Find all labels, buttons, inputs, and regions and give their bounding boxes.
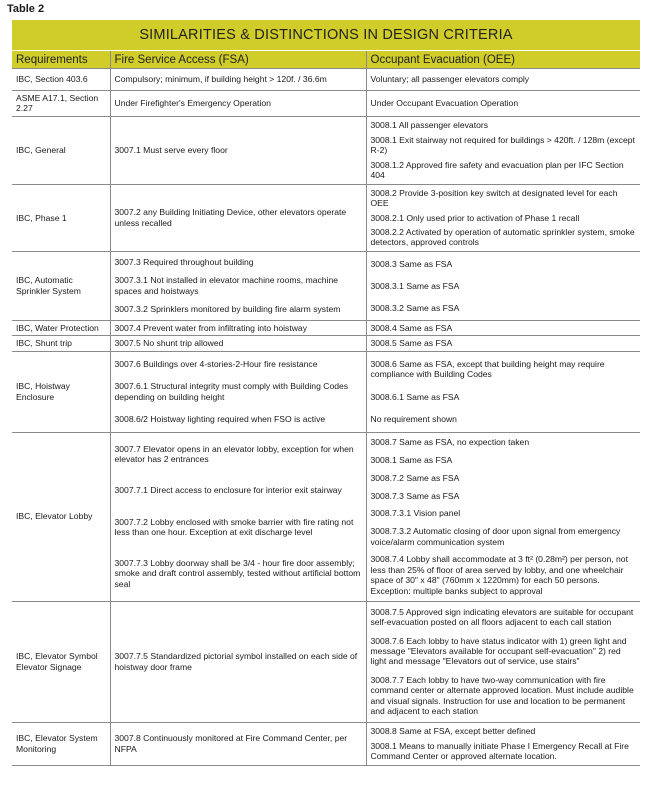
oee-item: 3008.7 Same as FSA, no expection taken	[370, 437, 530, 448]
table-label: Table 2	[7, 3, 45, 15]
requirement-cell: IBC, Elevator Symbol Elevator Signage	[12, 601, 110, 722]
oee-cell: 3008.5 Same as FSA	[366, 336, 640, 351]
requirement-cell: IBC, Elevator System Monitoring	[12, 722, 110, 765]
oee-item: 3008.2.2 Activated by operation of automatic sprinkler system, smoke detectors, approved controls	[370, 226, 635, 248]
oee-item: 3008.1 Means to manually initiate Phase I Emergency Recall at Fire Command Center or approved alternate location.	[370, 740, 629, 762]
fsa-cell: 3007.8 Continuously monitored at Fire Command Center, per NFPA	[110, 722, 366, 765]
oee-item: 3008.1 Same as FSA	[370, 455, 453, 466]
table-row	[12, 320, 640, 335]
requirement-cell: ASME A17.1, Section 2.27	[12, 91, 110, 117]
fsa-cell: 3007.1 Must serve every floor	[110, 116, 366, 184]
oee-cell	[366, 351, 640, 432]
table-row	[12, 116, 640, 184]
oee-item: 3008.1 Exit stairway not required for buildings > 420ft. / 128m (except R-2)	[370, 134, 635, 156]
oee-item: 3008.6.1 Same as FSA	[370, 391, 460, 402]
oee-item: 3008.1.2 Approved fire safety and evacuation plan per IFC Section 404	[370, 159, 624, 181]
fsa-item: 3007.7.3 Lobby doorway shall be 3/4 - hour fire door assembly; smoke and draft control assembly, tested without artificial bottom seal	[114, 558, 361, 589]
fsa-cell: 3007.4 Prevent water from infiltrating into hoistway	[110, 320, 366, 335]
table-row	[12, 251, 640, 320]
fsa-cell: 3007.7.5 Standardized pictorial symbol installed on each side of hoistway door frame	[110, 601, 366, 722]
oee-cell	[366, 601, 640, 722]
table-row	[12, 91, 640, 117]
oee-item: 3008.3.2 Same as FSA	[370, 302, 460, 313]
table-row	[12, 336, 640, 351]
oee-cell	[366, 432, 640, 601]
oee-cell	[366, 251, 640, 320]
requirement-cell: IBC, Elevator Lobby	[12, 432, 110, 601]
requirement-cell: IBC, Phase 1	[12, 184, 110, 251]
oee-cell: Under Occupant Evacuation Operation	[366, 91, 640, 117]
oee-item: 3008.7.5 Approved sign indicating elevators are suitable for occupant self-evacuation posted on all floors adjacent to each call station	[370, 606, 634, 628]
oee-item: 3008.7.7 Each lobby to have two-way communication with fire command center or alternate approved location. Must include audible and visual signals. Instruction for use and location to be permanent and adjacent to each station	[370, 674, 634, 717]
fsa-cell	[110, 251, 366, 320]
oee-item: 3008.2.1 Only used prior to activation of Phase 1 recall	[370, 212, 580, 223]
oee-item: 3008.3.1 Same as FSA	[370, 280, 460, 291]
table-row	[12, 601, 640, 722]
oee-item: 3008.7.3.1 Vision panel	[370, 508, 461, 519]
oee-item: 3008.7.2 Same as FSA	[370, 472, 460, 483]
requirement-cell: IBC, Shunt trip	[12, 336, 110, 351]
fsa-cell: 3007.2 any Building Initiating Device, other elevators operate unless recalled	[110, 184, 366, 251]
fsa-item: 3007.6.1 Structural integrity must comply with Building Codes depending on building height	[114, 381, 349, 402]
oee-item: 3008.2 Provide 3-position key switch at designated level for each OEE	[370, 187, 618, 209]
fsa-item: 3007.7 Elevator opens in an elevator lobby, exception for when elevator has 2 entrances	[114, 443, 354, 465]
oee-cell: 3008.4 Same as FSA	[366, 320, 640, 335]
header-fsa: Fire Service Access (FSA)	[110, 51, 366, 69]
fsa-cell	[110, 351, 366, 432]
requirement-cell: IBC, Water Protection	[12, 320, 110, 335]
fsa-cell: Compulsory; minimum, if building height > 120f. / 36.6m	[110, 69, 366, 91]
table-row	[12, 432, 640, 601]
fsa-item: 3007.6 Buildings over 4-stories-2-Hour fire resistance	[114, 358, 318, 369]
oee-item: 3008.3 Same as FSA	[370, 258, 453, 269]
fsa-cell: 3007.5 No shunt trip allowed	[110, 336, 366, 351]
requirement-cell: IBC, Hoistway Enclosure	[12, 351, 110, 432]
table-row	[12, 722, 640, 765]
oee-item: 3008.1 All passenger elevators	[370, 119, 489, 130]
fsa-item: 3007.7.2 Lobby enclosed with smoke barrier with fire rating not less than one hour. Exception at exit discharge level	[114, 516, 354, 537]
fsa-item: 3008.6/2 Hoistway lighting required when FSO is active	[114, 414, 326, 425]
requirement-cell: IBC, Section 403.6	[12, 69, 110, 91]
requirement-cell: IBC, General	[12, 116, 110, 184]
oee-item: 3008.8 Same at FSA, except better defined	[370, 725, 536, 736]
oee-item: No requirement shown	[370, 414, 457, 425]
header-row	[12, 51, 640, 69]
oee-item: 3008.7.3.2 Automatic closing of door upon signal from emergency voice/alarm communication system	[370, 526, 621, 547]
header-requirements: Requirements	[12, 51, 110, 69]
table-row	[12, 351, 640, 432]
table-row	[12, 69, 640, 91]
oee-item: 3008.7.6 Each lobby to have status indicator with 1) green light and message "Elevators available for occupant self-evacuation" 2) red light and message "Elevators out of service, use stairs"	[370, 635, 627, 667]
fsa-item: 3007.3 Required throughout building	[114, 256, 254, 267]
oee-item: 3008.7.3 Same as FSA	[370, 490, 460, 501]
oee-cell	[366, 184, 640, 251]
fsa-cell	[110, 432, 366, 601]
fsa-cell: Under Firefighter's Emergency Operation	[110, 91, 366, 117]
fsa-item: 3007.7.1 Direct access to enclosure for interior exit stairway	[114, 485, 342, 496]
fsa-item: 3007.3.2 Sprinklers monitored by building fire alarm system	[114, 304, 341, 315]
oee-cell: Voluntary; all passenger elevators comply	[366, 69, 640, 91]
table-title: SIMILARITIES & DISTINCTIONS IN DESIGN CRITERIA	[12, 20, 640, 50]
oee-item: 3008.7.4 Lobby shall accommodate at 3 ft² (0.28m²) per person, not less than 25% of floor of area served by lobby, and one wheelchair space of 30" x 48" (760mm x 1220mm) for each 50 persons. Exception: multiple banks subject to approval	[370, 554, 628, 596]
oee-cell	[366, 722, 640, 765]
header-oee: Occupant Evacuation (OEE)	[366, 51, 640, 69]
requirement-cell: IBC, Automatic Sprinkler System	[12, 251, 110, 320]
fsa-item: 3007.3.1 Not installed in elevator machine rooms, machine spaces and hoistways	[114, 275, 339, 296]
oee-cell	[366, 116, 640, 184]
table-row	[12, 184, 640, 251]
criteria-table	[12, 51, 640, 766]
oee-item: 3008.6 Same as FSA, except that building height may require compliance with Building Codes	[370, 358, 605, 380]
